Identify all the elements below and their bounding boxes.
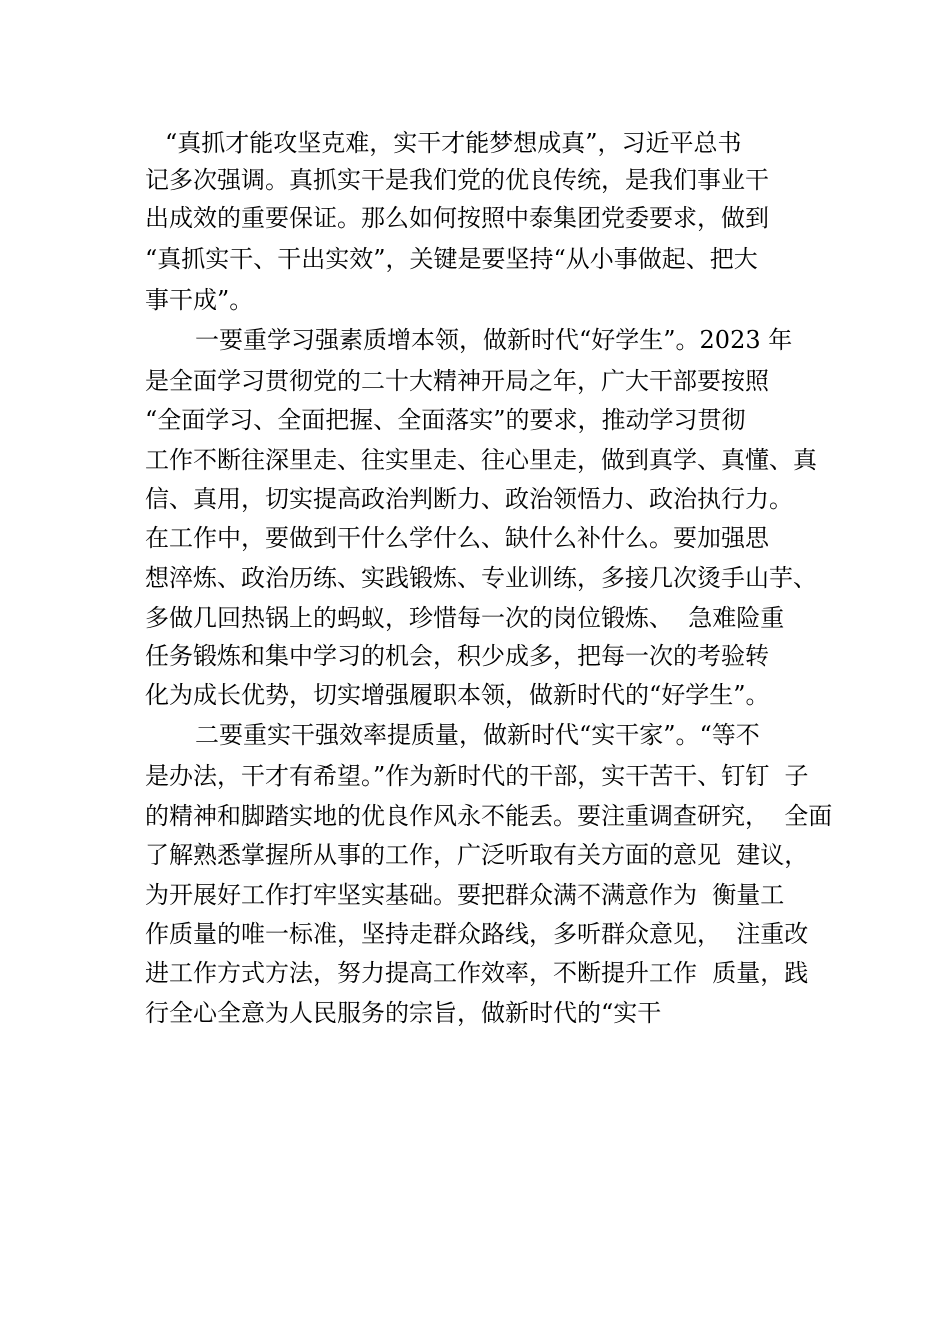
paragraph-3-line-7: 进工作方式方法，努力提高工作效率，不断提升工作 质量，践 (145, 959, 809, 987)
paragraph-1-line-2: 记多次强调。真抓实干是我们党的优良传统，是我们事业干 (145, 166, 769, 194)
paragraph-1-line-1: “真抓才能攻坚克难，实干才能梦想成真”，习近平总书 (165, 129, 742, 157)
paragraph-3-line-6: 作质量的唯一标准，坚持走群众路线，多听群众意见， 注重改 (145, 920, 809, 948)
paragraph-3-line-3: 的精神和脚踏实地的优良作风永不能丢。要注重调查研究， 全面 (145, 802, 833, 830)
paragraph-2-line-7: 想淬炼、政治历练、实践锻炼、专业训练，多接几次烫手山芋、 (145, 564, 817, 592)
paragraph-2-line-10: 化为成长优势，切实增强履职本领，做新时代的“好学生”。 (145, 681, 770, 709)
paragraph-2-line-3: “全面学习、全面把握、全面落实”的要求，推动学习贯彻 (145, 406, 746, 434)
paragraph-1-line-3: 出成效的重要保证。那么如何按照中泰集团党委要求，做到 (145, 204, 769, 232)
paragraph-2-line-8: 多做几回热锅上的蚂蚁，珍惜每一次的岗位锻炼、 急难险重 (145, 604, 785, 632)
paragraph-2-line-1: 一要重学习强素质增本领，做新时代“好学生”。2023 年 (195, 326, 793, 354)
paragraph-1-line-4: “真抓实干、干出实效”，关键是要坚持“从小事做起、把大 (145, 245, 758, 273)
paragraph-3-line-1: 二要重实干强效率提质量，做新时代“实干家”。“等不 (195, 721, 760, 749)
paragraph-3-line-5: 为开展好工作打牢坚实基础。要把群众满不满意作为 衡量工 (145, 881, 785, 909)
paragraph-2-line-2: 是全面学习贯彻党的二十大精神开局之年，广大干部要按照 (145, 367, 769, 395)
paragraph-2-line-4: 工作不断往深里走、往实里走、往心里走，做到真学、真懂、真 (145, 446, 817, 474)
paragraph-2-line-5: 信、真用，切实提高政治判断力、政治领悟力、政治执行力。 (145, 485, 793, 513)
paragraph-3-line-8: 行全心全意为人民服务的宗旨，做新时代的“实干 (145, 999, 662, 1027)
paragraph-2-line-9: 任务锻炼和集中学习的机会，积少成多，把每一次的考验转 (145, 642, 769, 670)
paragraph-2-line-6: 在工作中，要做到干什么学什么、缺什么补什么。要加强思 (145, 524, 769, 552)
paragraph-3-line-4: 了解熟悉掌握所从事的工作，广泛听取有关方面的意见 建议， (145, 841, 809, 869)
paragraph-3-line-2: 是办法，干才有希望。”作为新时代的干部，实干苦干、钉钉 子 (145, 762, 809, 790)
paragraph-1-line-5: 事干成”。 (145, 286, 254, 314)
